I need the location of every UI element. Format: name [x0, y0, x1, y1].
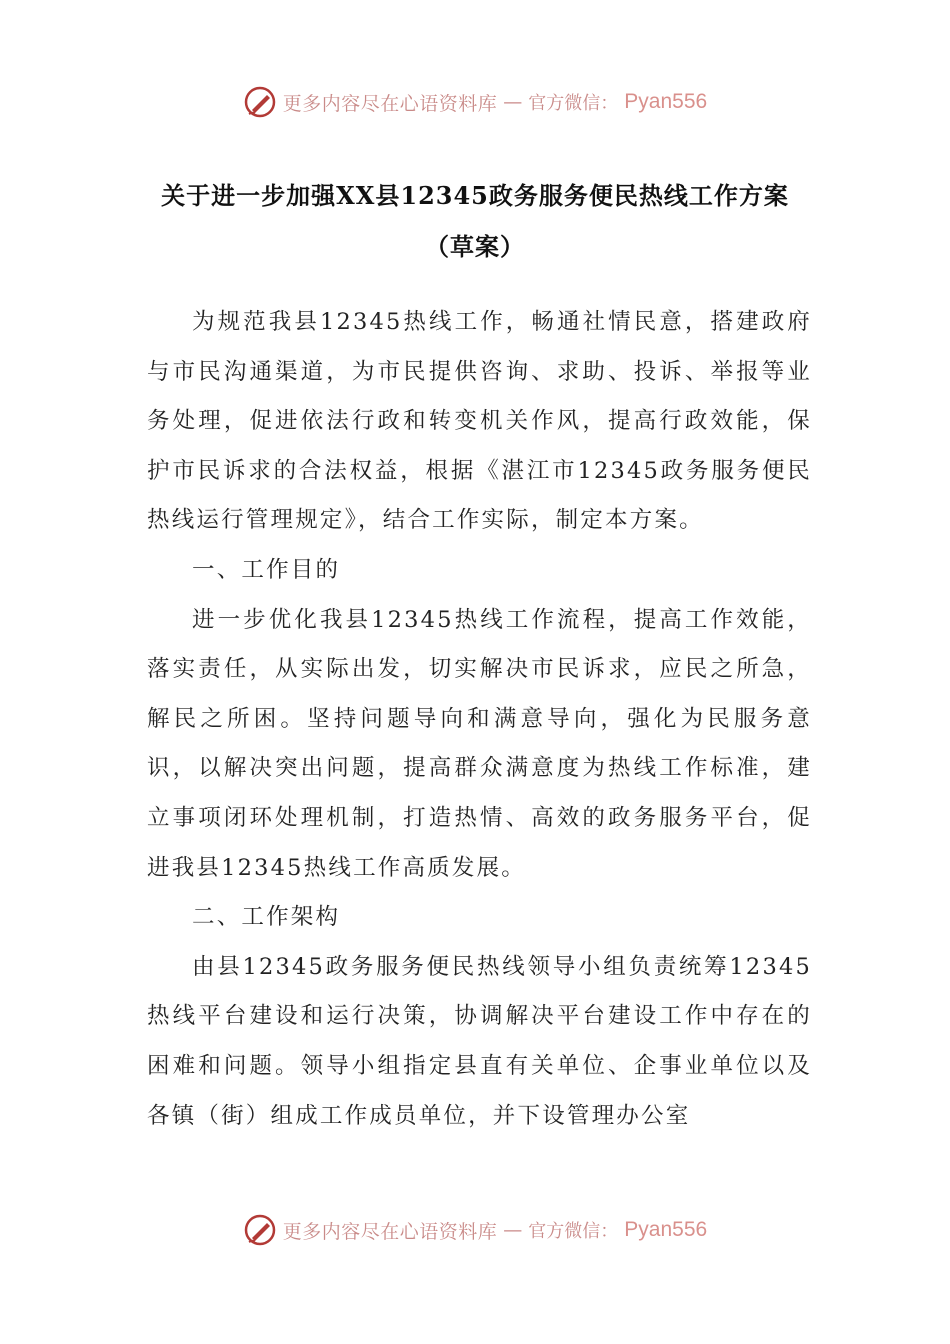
pen-logo-icon [243, 85, 277, 119]
paragraph-purpose: 进一步优化我县12345热线工作流程，提高工作效能，落实责任，从实际出发，切实解决市民诉求，应民之所急，解民之所困。坚持问题导向和满意导向，强化为民服务意识，以解决突出问题，提高群众满意度为热线工作标准，建立事项闭环处理机制，打造热情、高效的政务服务平台，促进我县12345热线工作高质发展。 [147, 606, 812, 881]
watermark-separator: — [503, 1219, 523, 1241]
header-watermark [0, 82, 950, 122]
watermark-text: 更多内容尽在心语资料库 [282, 92, 498, 115]
watermark-wechat-label: 官方微信： [528, 93, 619, 114]
document-title: 关于进一步加强XX县12345政务服务便民热线工作方案 [161, 181, 789, 210]
section-heading-purpose: 一、工作目的 [192, 556, 341, 583]
watermark-text: 更多内容尽在心语资料库 [282, 1220, 498, 1243]
watermark-wechat-id: Pyan556 [624, 90, 708, 113]
document-body [147, 298, 812, 1141]
pen-logo-icon [243, 1213, 277, 1247]
section-heading-structure: 二、工作架构 [192, 904, 341, 931]
paragraph-intro: 为规范我县12345热线工作，畅通社情民意，搭建政府与市民沟通渠道，为市民提供咨询、求助、投诉、举报等业务处理，促进依法行政和转变机关作风，提高行政效能，保护市民诉求的合法权益，根据《湛江市12345政务服务便民热线运行管理规定》，结合工作实际，制定本方案。 [147, 309, 812, 534]
watermark-wechat-id: Pyan556 [624, 1218, 708, 1241]
footer-watermark [0, 1210, 950, 1250]
document-subtitle: （草案） [425, 232, 525, 261]
watermark-wechat-label: 官方微信： [528, 1221, 619, 1242]
paragraph-structure: 由县12345政务服务便民热线领导小组负责统筹12345热线平台建设和运行决策，协调解决平台建设工作中存在的困难和问题。领导小组指定县直有关单位、企事业单位以及各镇（街）组成工作成员单位，并下设管理办公室 [147, 953, 812, 1129]
watermark-separator: — [503, 91, 523, 113]
